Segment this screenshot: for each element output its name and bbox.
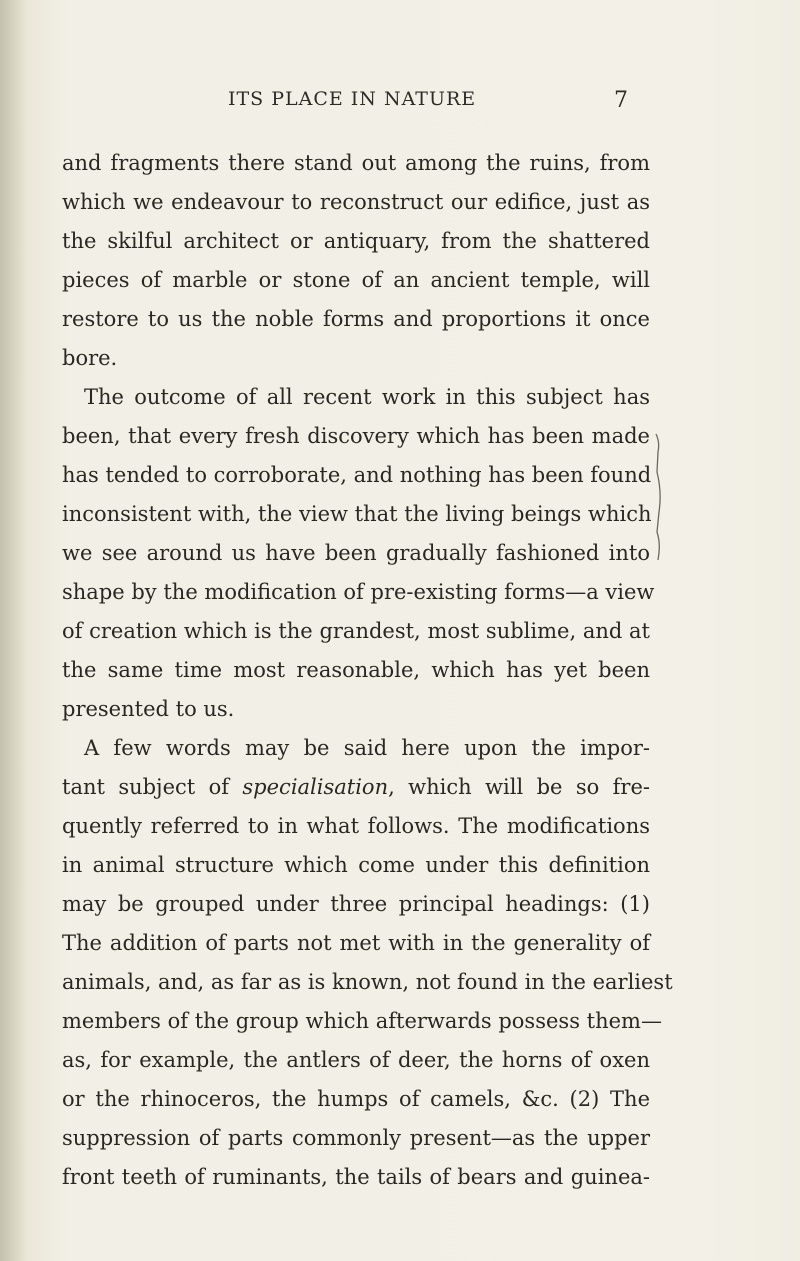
text-line: The addition of parts not met with in the generality of [62, 931, 650, 955]
page-number: 7 [614, 88, 628, 113]
text-line-mixed [62, 768, 650, 807]
text-line: animals, and, as far as is known, not found in the earliest [62, 970, 673, 994]
text-line: as, for example, the antlers of deer, the horns of oxen [62, 1048, 650, 1072]
text-run: , which will be so fre- [388, 775, 650, 799]
text-line: of creation which is the grandest, most sublime, and at [62, 619, 650, 643]
text-line: bore. [62, 346, 118, 370]
text-line: inconsistent with, the view that the living beings which [62, 502, 652, 526]
text-line: which we endeavour to reconstruct our edifice, just as [62, 190, 650, 214]
text-line: has tended to corroborate, and nothing has been found [62, 463, 652, 487]
body-text [62, 144, 673, 1197]
text-line: shape by the modification of pre-existing forms—a view [62, 580, 655, 604]
text-line: and fragments there stand out among the ruins, from [62, 151, 650, 175]
running-head: ITS PLACE IN NATURE [228, 88, 477, 110]
text-line: restore to us the noble forms and proportions it once [62, 307, 650, 331]
text-line: pieces of marble or stone of an ancient temple, will [62, 268, 650, 292]
italic-term: specialisation [242, 775, 389, 799]
margin-pencil-mark [653, 432, 665, 562]
text-line: the skilful architect or antiquary, from the shattered [62, 229, 650, 253]
text-line: front teeth of ruminants, the tails of bears and guinea- [62, 1165, 650, 1189]
text-line: members of the group which afterwards possess them— [62, 1009, 662, 1033]
text-line: may be grouped under three principal headings: (1) [62, 892, 650, 916]
gutter-shadow [0, 0, 26, 1261]
text-line: we see around us have been gradually fashioned into [62, 541, 650, 565]
text-line: in animal structure which come under this definition [62, 853, 650, 877]
text-line: A few words may be said here upon the impor- [84, 736, 650, 760]
text-line: quently referred to in what follows. The modifications [62, 814, 650, 838]
text-line: The outcome of all recent work in this subject has [84, 385, 650, 409]
page-header [228, 88, 628, 118]
text-line: the same time most reasonable, which has yet been [62, 658, 650, 682]
text-line: or the rhinoceros, the humps of camels, &c. (2) The [62, 1087, 650, 1111]
text-line: been, that every fresh discovery which has been made [62, 424, 650, 448]
text-line: presented to us. [62, 697, 235, 721]
text-line: suppression of parts commonly present—as the upper [62, 1126, 650, 1150]
text-run: tant subject of [62, 775, 243, 799]
